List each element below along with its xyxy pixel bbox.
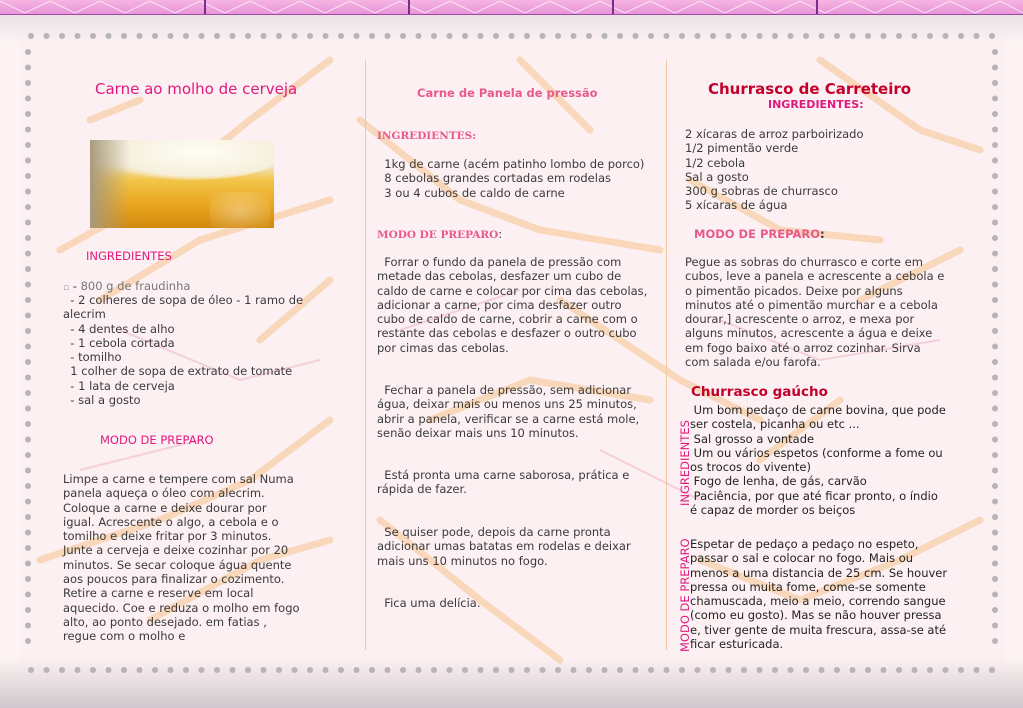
border-dot <box>958 667 964 673</box>
border-dot <box>865 33 871 39</box>
recipe2-method-para2: Fechar a panela de pressão, sem adicionar água, deixar mais ou menos uns 25 minutos, abrir a panela, verificar se a carne está mole, senão deixar mais uns 10 minutos. <box>377 383 640 440</box>
border-dot <box>354 667 360 673</box>
border-dot <box>28 667 34 673</box>
border-dot <box>121 33 127 39</box>
border-dot <box>25 111 31 117</box>
recipe2-title: Carne de Panela de pressão <box>417 86 598 100</box>
border-dot <box>152 667 158 673</box>
border-dot <box>25 142 31 148</box>
border-dot <box>338 667 344 673</box>
border-dot <box>524 667 530 673</box>
border-dot <box>989 33 995 39</box>
list-item: Fogo de lenha, de gás, carvão <box>690 474 867 489</box>
border-dot <box>462 667 468 673</box>
beer-image <box>90 140 274 228</box>
border-dot <box>137 33 143 39</box>
border-dot <box>912 667 918 673</box>
border-dot <box>25 96 31 102</box>
border-dot <box>896 33 902 39</box>
recipe2-method-para3: Está pronta uma carne saborosa, prática e rápida de fazer. <box>377 468 630 497</box>
border-dot <box>137 667 143 673</box>
border-dot <box>757 667 763 673</box>
border-dot <box>354 33 360 39</box>
border-dot <box>664 33 670 39</box>
border-dot <box>323 33 329 39</box>
border-dot <box>912 33 918 39</box>
border-dot <box>25 623 31 629</box>
border-dot <box>25 592 31 598</box>
border-dot <box>183 33 189 39</box>
border-dot <box>992 592 998 598</box>
border-dot <box>819 33 825 39</box>
border-dot <box>214 667 220 673</box>
border-dot <box>992 158 998 164</box>
recipe2-method-heading: MODO DE PREPARO: <box>377 227 503 241</box>
border-dot <box>992 437 998 443</box>
border-dot <box>992 173 998 179</box>
border-dot <box>25 49 31 55</box>
border-dot <box>25 127 31 133</box>
border-dot <box>695 667 701 673</box>
border-dot <box>896 667 902 673</box>
border-dot <box>648 667 654 673</box>
border-dot <box>59 667 65 673</box>
border-dot <box>803 33 809 39</box>
list-item: - 2 colheres de sopa de óleo - 1 ramo de <box>63 293 304 307</box>
border-dot <box>25 220 31 226</box>
border-dot <box>25 65 31 71</box>
border-dot <box>834 33 840 39</box>
border-dot <box>25 344 31 350</box>
border-dot <box>992 483 998 489</box>
border-dot <box>571 33 577 39</box>
border-dot <box>25 359 31 365</box>
border-dot <box>478 667 484 673</box>
border-dot <box>447 33 453 39</box>
border-dot <box>230 667 236 673</box>
border-dot <box>75 667 81 673</box>
border-dot <box>25 282 31 288</box>
list-item: 1/2 pimentão verde <box>685 141 799 156</box>
top-decorative-band <box>0 0 1023 15</box>
border-dot <box>292 33 298 39</box>
border-dot <box>307 33 313 39</box>
border-dot <box>788 33 794 39</box>
border-dot <box>400 667 406 673</box>
list-item: 8 cebolas grandes cortadas em rodelas <box>377 171 611 186</box>
recipe3-ingredients-list <box>685 127 864 213</box>
border-dot <box>992 359 998 365</box>
recipe3-method-heading: MODO DE PREPARO: <box>694 227 825 241</box>
list-item: - sal a gosto <box>63 393 141 408</box>
border-dot <box>276 667 282 673</box>
border-dot <box>261 33 267 39</box>
border-dot <box>602 33 608 39</box>
border-dot <box>199 33 205 39</box>
border-dot <box>741 667 747 673</box>
border-dot <box>152 33 158 39</box>
list-item: 1/2 cebola <box>685 155 746 170</box>
border-dot <box>571 667 577 673</box>
border-dot <box>214 33 220 39</box>
recipe2-method-para5: Fica uma delícia. <box>377 596 481 610</box>
border-dot <box>25 545 31 551</box>
border-dot <box>617 667 623 673</box>
list-item: 5 xícaras de água <box>685 198 788 213</box>
border-dot <box>25 468 31 474</box>
border-dot <box>958 33 964 39</box>
border-dot <box>992 499 998 505</box>
border-dot <box>25 421 31 427</box>
border-dot <box>385 667 391 673</box>
border-dot <box>648 33 654 39</box>
border-dot <box>323 667 329 673</box>
border-dot <box>927 667 933 673</box>
border-dot <box>25 297 31 303</box>
border-dot <box>25 483 31 489</box>
border-dot <box>992 96 998 102</box>
border-dot <box>25 158 31 164</box>
border-dot <box>992 142 998 148</box>
border-dot <box>927 33 933 39</box>
border-dot <box>850 33 856 39</box>
border-dot <box>992 65 998 71</box>
recipe1-ingredients-list <box>63 293 303 407</box>
border-dot <box>385 33 391 39</box>
border-dot <box>338 33 344 39</box>
border-dot <box>992 545 998 551</box>
recipe2-method-para4: Se quiser pode, depois da carne pronta adicionar umas batatas em rodelas e deixar mais uns 10 minutos no fogo. <box>377 525 631 568</box>
border-dot <box>992 576 998 582</box>
border-dot <box>992 561 998 567</box>
border-dot <box>834 667 840 673</box>
border-dot <box>168 667 174 673</box>
border-dot <box>992 251 998 257</box>
border-dot <box>992 111 998 117</box>
recipe4-title: Churrasco gaúcho <box>691 384 828 400</box>
list-item: Sal a gosto <box>685 169 749 184</box>
vertical-method-label: MODO DE PREPARO <box>678 538 692 652</box>
border-dot <box>943 33 949 39</box>
list-item: 300 g sobras de churrasco <box>685 184 838 199</box>
border-dot <box>586 33 592 39</box>
border-dot <box>710 667 716 673</box>
border-dot <box>493 667 499 673</box>
border-dot <box>757 33 763 39</box>
border-dot <box>943 667 949 673</box>
border-dot <box>245 667 251 673</box>
list-item: Um ou vários espetos (conforme a fome ou <box>690 445 943 460</box>
list-item: Sal grosso a vontade <box>690 431 815 446</box>
border-dot <box>431 667 437 673</box>
border-dot <box>974 33 980 39</box>
border-dot <box>617 33 623 39</box>
border-dot <box>199 667 205 673</box>
border-dot <box>992 390 998 396</box>
column-divider-1 <box>365 60 366 650</box>
border-dot <box>710 33 716 39</box>
border-dot <box>992 49 998 55</box>
list-item: 2 xícaras de arroz parboirizado <box>685 127 864 141</box>
border-dot <box>25 530 31 536</box>
recipe3-ingredients-heading: INGREDIENTES: <box>768 98 864 111</box>
border-dot <box>25 561 31 567</box>
border-dot <box>400 33 406 39</box>
border-dot <box>369 667 375 673</box>
border-dot <box>555 667 561 673</box>
border-dot <box>586 667 592 673</box>
border-dot <box>369 33 375 39</box>
list-item: 3 ou 4 cubos de caldo de carne <box>377 185 565 200</box>
border-dot <box>276 33 282 39</box>
border-dot <box>540 667 546 673</box>
border-dot <box>992 468 998 474</box>
border-dot <box>90 33 96 39</box>
border-dot <box>25 607 31 613</box>
border-dot <box>106 667 112 673</box>
recipe4-method-text: Espetar de pedaço a pedaço no espeto, passar o sal e colocar no fogo. Mais ou menos a uma distancia de 25 cm. Se houver pressa ou muita fome, come-se somente chamuscada, meio a meio, correndo sangue (como eu gosto). Mas se não houver pressa e, tiver gente de muita frescura, assa-se até ficar esturicada. <box>690 537 948 652</box>
list-item: - tomilho <box>63 350 122 365</box>
border-dot <box>25 189 31 195</box>
border-dot <box>741 33 747 39</box>
border-dot <box>25 328 31 334</box>
border-dot <box>25 437 31 443</box>
list-item: Um bom pedaço de carne bovina, que pode <box>690 403 946 417</box>
vertical-ingredients-label: INGREDIENTES <box>678 420 692 506</box>
border-dot <box>25 173 31 179</box>
border-dot <box>292 667 298 673</box>
border-dot <box>478 33 484 39</box>
border-dot <box>121 667 127 673</box>
border-dot <box>992 127 998 133</box>
border-dot <box>245 33 251 39</box>
border-dot <box>974 667 980 673</box>
border-dot <box>992 266 998 272</box>
border-dot <box>25 266 31 272</box>
border-dot <box>992 344 998 350</box>
border-dot <box>803 667 809 673</box>
list-item: ser costela, picanha ou etc ... <box>690 417 860 432</box>
list-item: 1kg de carne (acém patinho lombo de porco) <box>377 157 645 171</box>
border-dot <box>25 235 31 241</box>
border-dot <box>25 514 31 520</box>
border-dot <box>992 375 998 381</box>
list-item: é capaz de morder os beiços <box>690 503 856 518</box>
border-dot <box>788 667 794 673</box>
border-dot <box>540 33 546 39</box>
recipe1-ingredients-heading: INGREDIENTES <box>86 249 172 263</box>
border-dot <box>431 33 437 39</box>
border-dot <box>25 638 31 644</box>
border-dot <box>695 33 701 39</box>
border-dot <box>447 667 453 673</box>
border-dot <box>25 390 31 396</box>
border-dot <box>416 667 422 673</box>
list-item: - 1 lata de cerveja <box>63 378 175 393</box>
recipe2-ingredients-list <box>377 157 644 200</box>
border-dot <box>416 33 422 39</box>
border-dot <box>44 33 50 39</box>
border-dot <box>25 499 31 505</box>
border-dot <box>992 328 998 334</box>
border-dot <box>25 251 31 257</box>
border-dot <box>602 667 608 673</box>
border-dot <box>25 80 31 86</box>
border-dot <box>25 204 31 210</box>
list-item: - 4 dentes de alho <box>63 321 175 336</box>
border-dot <box>75 33 81 39</box>
recipe1-method-text: Limpe a carne e tempere com sal Numa panela aqueça o óleo com alecrim. Coloque a carne e deixe dourar por igual. Acrescente o algo, a cebola e o tomilho e deixe fritar por 3 minutos. Junte a cerveja e deixe cozinhar por 20 minutos. Se secar coloque água quente aos poucos para finalizar o cozimento. Retire a carne e reserve em local aquecido. Coe e reduza o molho em fogo alto, ao ponto desejado. em fatias , regue com o molho e <box>63 472 300 644</box>
border-dot <box>850 667 856 673</box>
border-dot <box>25 375 31 381</box>
border-dot <box>726 33 732 39</box>
border-dot <box>509 667 515 673</box>
border-dot <box>992 638 998 644</box>
recipe4-ingredients-list <box>690 403 946 517</box>
border-dot <box>992 189 998 195</box>
border-dot <box>59 33 65 39</box>
border-dot <box>168 33 174 39</box>
border-dot <box>25 576 31 582</box>
border-dot <box>726 667 732 673</box>
border-dot <box>819 667 825 673</box>
border-dot <box>509 33 515 39</box>
recipe2-ingredients-heading: INGREDIENTES: <box>377 130 477 142</box>
border-dot <box>25 406 31 412</box>
border-dot <box>989 667 995 673</box>
recipe2-method-para1: Forrar o fundo da panela de pressão com metade das cebolas, desfazer um cubo de caldo de carne e colocar por cima das cebolas, adicionar a carne, por cima desfazer outro cubo de caldo de carne, cobrir a carne com o restante das cebolas e desfazer o outro cubo por cimas das cebolas. <box>377 255 648 355</box>
border-dot <box>664 667 670 673</box>
border-dot <box>992 282 998 288</box>
list-item: os trocos do vivente) <box>690 460 811 475</box>
border-dot <box>90 667 96 673</box>
list-item: - 1 cebola cortada <box>63 335 175 350</box>
border-dot <box>881 667 887 673</box>
border-dot <box>992 452 998 458</box>
border-dot <box>307 667 313 673</box>
border-dot <box>679 667 685 673</box>
column-divider-2 <box>666 60 667 650</box>
border-dot <box>633 667 639 673</box>
border-dot <box>992 607 998 613</box>
border-dot <box>865 667 871 673</box>
border-dot <box>992 421 998 427</box>
bullet-icon: ▫ <box>63 283 70 293</box>
border-dot <box>992 514 998 520</box>
border-dot <box>772 33 778 39</box>
border-dot <box>679 33 685 39</box>
border-dot <box>992 220 998 226</box>
list-item: 1 colher de sopa de extrato de tomate <box>63 364 293 379</box>
border-dot <box>772 667 778 673</box>
recipe3-method-text: Pegue as sobras do churrasco e corte em cubos, leve a panela e acrescente a cebola e o pimentão picados. Deixe por alguns minutos até o pimentão murchar e a cebola dourar,] acrescente o arroz, e mexa por alguns minutos, acrescente a água e deixe em fogo baixo até o arroz cozinhar. Sirva com salada e/ou farofa. <box>685 255 945 370</box>
border-dot <box>881 33 887 39</box>
border-dot <box>493 33 499 39</box>
border-dot <box>633 33 639 39</box>
recipe3-title: Churrasco de Carreteiro <box>708 80 912 98</box>
border-dot <box>44 667 50 673</box>
border-dot <box>992 297 998 303</box>
recipe1-title: Carne ao molho de cerveja <box>95 80 298 98</box>
border-dot <box>25 313 31 319</box>
border-dot <box>183 667 189 673</box>
border-dot <box>106 33 112 39</box>
border-dot <box>992 80 998 86</box>
recipe1-method-heading: MODO DE PREPARO <box>100 433 214 447</box>
border-dot <box>992 204 998 210</box>
border-dot <box>992 235 998 241</box>
border-dot <box>230 33 236 39</box>
border-dot <box>25 452 31 458</box>
list-item: alecrim <box>63 307 106 322</box>
border-dot <box>992 530 998 536</box>
list-item: Paciência, por que até ficar pronto, o índio <box>690 488 938 503</box>
border-dot <box>555 33 561 39</box>
border-dot <box>261 667 267 673</box>
border-dot <box>28 33 34 39</box>
border-dot <box>462 33 468 39</box>
border-dot <box>992 313 998 319</box>
border-dot <box>992 406 998 412</box>
recipe1-first-ingredient: ▫ - 800 g de fraudinha <box>63 279 191 293</box>
border-dot <box>992 623 998 629</box>
border-dot <box>524 33 530 39</box>
